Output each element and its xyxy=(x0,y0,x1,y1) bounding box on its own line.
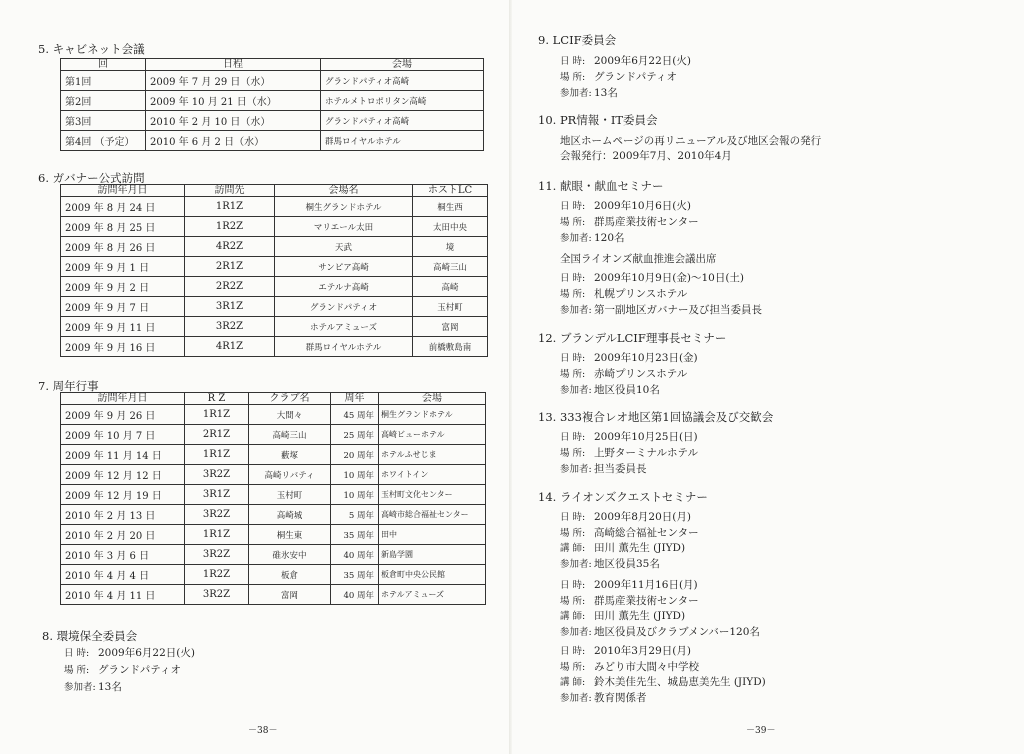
section-title: 8. 環境保全委員会 xyxy=(42,629,138,643)
col-header: 訪問年月日 xyxy=(61,393,185,405)
meeting-date: 2010 年 2 月 10 日（水） xyxy=(146,111,321,131)
section-title: 7. 周年行事 xyxy=(38,379,99,393)
detail-line xyxy=(560,691,647,706)
visit-venue: 天武 xyxy=(275,237,413,257)
visit-zone: 3R2Z xyxy=(185,317,275,337)
detail-label: 講 師: xyxy=(560,677,586,688)
visit-venue: 群馬ロイヤルホテル xyxy=(275,337,413,357)
detail-line xyxy=(560,644,691,659)
detail-value: 120名 xyxy=(594,232,625,244)
detail-line xyxy=(64,646,195,661)
table-row xyxy=(61,131,484,151)
table-row xyxy=(61,197,488,217)
event-club: 高崎リバティ xyxy=(249,465,331,485)
plain-line: 会報発行：2009年7月、2010年4月 xyxy=(560,150,732,162)
visit-host: 高崎三山 xyxy=(413,257,488,277)
table-row xyxy=(61,297,488,317)
table-row xyxy=(61,545,486,565)
col-header: 会場名 xyxy=(275,185,413,197)
detail-line xyxy=(560,541,685,556)
detail-label: 日 時: xyxy=(560,646,586,657)
detail-value: みどり市大間々中学校 xyxy=(594,660,699,673)
visit-date: 2009 年 8 月 26 日 xyxy=(61,237,185,257)
detail-line xyxy=(560,351,698,366)
detail-label: 日 時: xyxy=(64,648,90,659)
event-rz: 3R1Z xyxy=(185,485,249,505)
event-years: 40 周年 xyxy=(331,545,379,565)
visit-date: 2009 年 9 月 16 日 xyxy=(61,337,185,357)
detail-label: 参加者: xyxy=(560,558,592,570)
detail-line xyxy=(560,625,760,640)
section-title: 11. 献眼・献血セミナー xyxy=(538,179,664,193)
detail-label: 参加者: xyxy=(560,464,592,475)
detail-label: 場 所: xyxy=(560,289,586,300)
detail-label: 日 時: xyxy=(560,273,586,284)
meeting-number: 第1回 xyxy=(61,71,146,91)
event-date: 2009 年 9 月 26 日 xyxy=(61,405,185,425)
anniversary-table xyxy=(60,392,486,605)
event-venue: 板倉町中央公民館 xyxy=(379,565,486,585)
visit-zone: 1R1Z xyxy=(185,197,275,217)
detail-label: 場 所: xyxy=(560,448,586,459)
detail-label: 日 時: xyxy=(560,56,586,67)
visit-venue: サンピア高崎 xyxy=(275,257,413,277)
table-row xyxy=(61,217,488,237)
section-title: 10. PR情報・IT委員会 xyxy=(538,113,658,127)
table-row xyxy=(61,337,488,357)
detail-label: 日 時: xyxy=(560,512,586,523)
detail-line xyxy=(64,663,181,678)
section-cabinet-meeting xyxy=(38,41,484,151)
detail-label: 場 所: xyxy=(560,369,586,380)
detail-value: 2009年10月9日(金)～10日(土) xyxy=(594,272,745,284)
visit-date: 2009 年 9 月 7 日 xyxy=(61,297,185,317)
event-years: 25 周年 xyxy=(331,425,379,445)
detail-value: 2009年10月6日(火) xyxy=(594,200,691,212)
event-rz: 1R1Z xyxy=(185,445,249,465)
detail-label: 参加者: xyxy=(560,233,592,244)
table-row xyxy=(61,485,486,505)
col-header: 周年 xyxy=(331,393,379,405)
event-club: 大間々 xyxy=(249,405,331,425)
event-years: 5 周年 xyxy=(331,505,379,525)
table-row xyxy=(61,425,486,445)
detail-label: 場 所: xyxy=(560,595,586,607)
event-years: 35 周年 xyxy=(331,565,379,585)
event-rz: 1R1Z xyxy=(185,405,249,425)
event-club: 玉村町 xyxy=(249,485,331,505)
table-row xyxy=(61,317,488,337)
detail-line xyxy=(560,510,691,525)
col-header: 訪問先 xyxy=(185,185,275,197)
detail-value: 教育関係者 xyxy=(594,691,647,704)
event-date: 2009 年 11 月 14 日 xyxy=(61,445,185,465)
right-page xyxy=(512,0,1024,754)
detail-label: 場 所: xyxy=(560,527,586,539)
event-years: 45 周年 xyxy=(331,405,379,425)
page-number: －38－ xyxy=(248,726,278,736)
event-venue: ホテルアミューズ xyxy=(379,585,486,605)
event-rz: 1R2Z xyxy=(185,565,249,585)
detail-value: グランドパティオ xyxy=(594,71,677,83)
col-header: 会場 xyxy=(379,393,486,405)
detail-value: 地区役員35名 xyxy=(594,557,660,570)
table-row xyxy=(61,405,486,425)
detail-value: 第一副地区ガバナー及び担当委員長 xyxy=(594,304,762,316)
section-environment xyxy=(42,628,137,644)
detail-value: 鈴木美佳先生、城島恵美先生 (JIYD) xyxy=(594,676,766,688)
col-header: R Z xyxy=(185,393,249,405)
event-club: 板倉 xyxy=(249,565,331,585)
visit-venue: 桐生グランドホテル xyxy=(275,197,413,217)
detail-value: 群馬産業技術センター xyxy=(594,216,699,228)
detail-line xyxy=(560,462,647,477)
meeting-date: 2009 年 10 月 21 日（水） xyxy=(146,91,321,111)
detail-line xyxy=(560,303,762,318)
section-governor-visit xyxy=(38,170,488,357)
detail-label: 参加者: xyxy=(560,385,592,396)
detail-label: 日 時: xyxy=(560,201,586,212)
detail-value: 札幌プリンスホテル xyxy=(594,288,688,300)
meeting-venue: ホテルメトロポリタン高崎 xyxy=(321,91,484,111)
detail-line xyxy=(560,287,687,302)
detail-label: 場 所: xyxy=(560,217,586,228)
section-title: 13. 333複合レオ地区第1回協議会及び交歓会 xyxy=(538,410,774,424)
page-number: －39－ xyxy=(746,726,776,736)
event-date: 2009 年 10 月 7 日 xyxy=(61,425,185,445)
meeting-number: 第3回 xyxy=(61,111,146,131)
detail-value: 田川 薫先生 (JIYD) xyxy=(594,542,686,554)
subsection-title: 全国ライオンズ献血推進会議出席 xyxy=(560,253,717,265)
visit-host: 前橋敷島南 xyxy=(413,337,488,357)
table-row xyxy=(61,71,484,91)
detail-value: 赤崎プリンスホテル xyxy=(594,368,688,380)
visit-date: 2009 年 9 月 2 日 xyxy=(61,277,185,297)
detail-line xyxy=(560,70,677,85)
table-row xyxy=(61,565,486,585)
detail-value: 上野ターミナルホテル xyxy=(594,447,698,459)
event-years: 35 周年 xyxy=(331,525,379,545)
event-club: 桐生東 xyxy=(249,525,331,545)
visit-host: 境 xyxy=(413,237,488,257)
event-venue: 高崎ビューホテル xyxy=(379,425,486,445)
detail-value: グランドパティオ xyxy=(98,664,181,676)
detail-value: 地区役員10名 xyxy=(594,384,660,396)
event-date: 2010 年 2 月 20 日 xyxy=(61,525,185,545)
table-row xyxy=(61,585,486,605)
event-venue: 桐生グランドホテル xyxy=(379,405,486,425)
event-venue: 田中 xyxy=(379,525,486,545)
col-header: 訪問年月日 xyxy=(61,185,185,197)
visit-host: 富岡 xyxy=(413,317,488,337)
event-date: 2010 年 2 月 13 日 xyxy=(61,505,185,525)
table-row xyxy=(61,277,488,297)
visit-venue: エテルナ高崎 xyxy=(275,277,413,297)
col-header: クラブ名 xyxy=(249,393,331,405)
event-date: 2010 年 4 月 11 日 xyxy=(61,585,185,605)
detail-line xyxy=(560,54,691,69)
visit-date: 2009 年 8 月 24 日 xyxy=(61,197,185,217)
visit-zone: 2R1Z xyxy=(185,257,275,277)
section-title: 5. キャビネット会議 xyxy=(38,42,145,56)
detail-line xyxy=(560,609,685,624)
detail-line xyxy=(560,231,625,246)
visit-host: 玉村町 xyxy=(413,297,488,317)
detail-line xyxy=(560,86,618,101)
detail-value: 田川 薫先生 (JIYD) xyxy=(594,610,686,622)
col-header: 回 xyxy=(61,59,146,71)
detail-value: 担当委員長 xyxy=(594,463,647,475)
detail-line xyxy=(560,526,699,541)
visit-zone: 4R1Z xyxy=(185,337,275,357)
event-rz: 3R2Z xyxy=(185,465,249,485)
detail-value: 2010年3月29日(月) xyxy=(594,645,691,657)
table-row xyxy=(61,505,486,525)
detail-label: 日 時: xyxy=(560,353,586,364)
col-header: 会場 xyxy=(321,59,484,71)
detail-line xyxy=(560,430,698,445)
event-club: 高崎三山 xyxy=(249,425,331,445)
detail-label: 参加者: xyxy=(560,305,592,316)
detail-label: 場 所: xyxy=(560,661,586,673)
visit-zone: 4R2Z xyxy=(185,237,275,257)
detail-value: 13名 xyxy=(594,87,618,99)
meeting-venue: グランドパティオ高崎 xyxy=(321,71,484,91)
event-venue: ホワイトイン xyxy=(379,465,486,485)
event-venue: 高崎市総合福祉センター xyxy=(379,505,486,525)
col-header: 日程 xyxy=(146,59,321,71)
event-club: 藪塚 xyxy=(249,445,331,465)
table-row xyxy=(61,445,486,465)
event-date: 2009 年 12 月 19 日 xyxy=(61,485,185,505)
detail-label: 参加者: xyxy=(560,88,592,99)
event-venue: 玉村町文化センター xyxy=(379,485,486,505)
section-title: 12. ブランデルLCIF理事長セミナー xyxy=(538,331,727,345)
detail-label: 参加者: xyxy=(64,682,96,693)
col-header: ホストLC xyxy=(413,185,488,197)
visit-zone: 2R2Z xyxy=(185,277,275,297)
visit-zone: 1R2Z xyxy=(185,217,275,237)
table-row xyxy=(61,465,486,485)
detail-line xyxy=(560,367,687,382)
event-years: 10 周年 xyxy=(331,465,379,485)
visit-venue: ホテルアミューズ xyxy=(275,317,413,337)
detail-line xyxy=(560,594,699,609)
detail-line xyxy=(560,199,691,214)
visit-date: 2009 年 9 月 11 日 xyxy=(61,317,185,337)
detail-label: 日 時: xyxy=(560,432,586,443)
visit-host: 太田中央 xyxy=(413,217,488,237)
event-date: 2010 年 3 月 6 日 xyxy=(61,545,185,565)
detail-line xyxy=(560,215,699,230)
detail-label: 日 時: xyxy=(560,580,586,591)
meeting-date: 2010 年 6 月 2 日（水） xyxy=(146,131,321,151)
event-venue: ホテルふせじま xyxy=(379,445,486,465)
section-title: 9. LCIF委員会 xyxy=(538,33,617,47)
detail-line xyxy=(560,446,698,461)
visit-zone: 3R1Z xyxy=(185,297,275,317)
visit-venue: マリエール太田 xyxy=(275,217,413,237)
meeting-number: 第2回 xyxy=(61,91,146,111)
visit-date: 2009 年 8 月 25 日 xyxy=(61,217,185,237)
event-years: 40 周年 xyxy=(331,585,379,605)
section-anniversary xyxy=(38,378,486,605)
event-rz: 1R1Z xyxy=(185,525,249,545)
detail-label: 場 所: xyxy=(560,72,586,83)
detail-label: 講 師: xyxy=(560,543,586,554)
visit-host: 高崎 xyxy=(413,277,488,297)
event-rz: 3R2Z xyxy=(185,545,249,565)
event-years: 10 周年 xyxy=(331,485,379,505)
event-club: 富岡 xyxy=(249,585,331,605)
detail-line xyxy=(560,557,660,572)
detail-line xyxy=(560,660,699,675)
event-rz: 3R2Z xyxy=(185,505,249,525)
event-club: 碓氷安中 xyxy=(249,545,331,565)
visit-date: 2009 年 9 月 1 日 xyxy=(61,257,185,277)
detail-value: 2009年10月23日(金) xyxy=(594,352,698,364)
detail-line xyxy=(560,675,766,690)
table-row xyxy=(61,237,488,257)
meeting-number: 第4回 （予定） xyxy=(61,131,146,151)
event-date: 2009 年 12 月 12 日 xyxy=(61,465,185,485)
detail-label: 講 師: xyxy=(560,611,586,622)
cabinet-table xyxy=(60,58,484,151)
detail-value: 2009年8月20日(月) xyxy=(594,511,691,523)
event-rz: 2R1Z xyxy=(185,425,249,445)
detail-value: 群馬産業技術センター xyxy=(594,594,699,607)
event-years: 20 周年 xyxy=(331,445,379,465)
section-title: 6. ガバナー公式訪問 xyxy=(38,171,145,185)
detail-label: 参加者: xyxy=(560,692,592,704)
table-row xyxy=(61,257,488,277)
plain-line: 地区ホームページの再リニューアル及び地区会報の発行 xyxy=(560,135,822,147)
detail-label: 参加者: xyxy=(560,626,592,638)
event-venue: 新島学園 xyxy=(379,545,486,565)
meeting-date: 2009 年 7 月 29 日（水） xyxy=(146,71,321,91)
event-date: 2010 年 4 月 4 日 xyxy=(61,565,185,585)
detail-line xyxy=(64,680,122,695)
detail-line xyxy=(560,271,744,286)
detail-label: 場 所: xyxy=(64,665,90,676)
detail-value: 13名 xyxy=(98,681,122,693)
table-row xyxy=(61,111,484,131)
meeting-venue: グランドパティオ高崎 xyxy=(321,111,484,131)
event-club: 高崎城 xyxy=(249,505,331,525)
event-rz: 3R2Z xyxy=(185,585,249,605)
detail-value: 2009年11月16日(月) xyxy=(594,579,698,591)
detail-value: 2009年6月22日(火) xyxy=(98,647,195,659)
visit-host: 桐生西 xyxy=(413,197,488,217)
meeting-venue: 群馬ロイヤルホテル xyxy=(321,131,484,151)
detail-line xyxy=(560,383,660,398)
detail-value: 高崎総合福祉センター xyxy=(594,526,699,539)
table-row xyxy=(61,525,486,545)
section-title: 14. ライオンズクエストセミナー xyxy=(538,490,708,504)
visit-venue: グランドパティオ xyxy=(275,297,413,317)
visit-table xyxy=(60,184,488,357)
detail-value: 地区役員及びクラブメンバー120名 xyxy=(594,625,760,638)
detail-line xyxy=(560,578,698,593)
detail-value: 2009年10月25日(日) xyxy=(594,431,698,443)
detail-value: 2009年6月22日(火) xyxy=(594,55,691,67)
table-row xyxy=(61,91,484,111)
